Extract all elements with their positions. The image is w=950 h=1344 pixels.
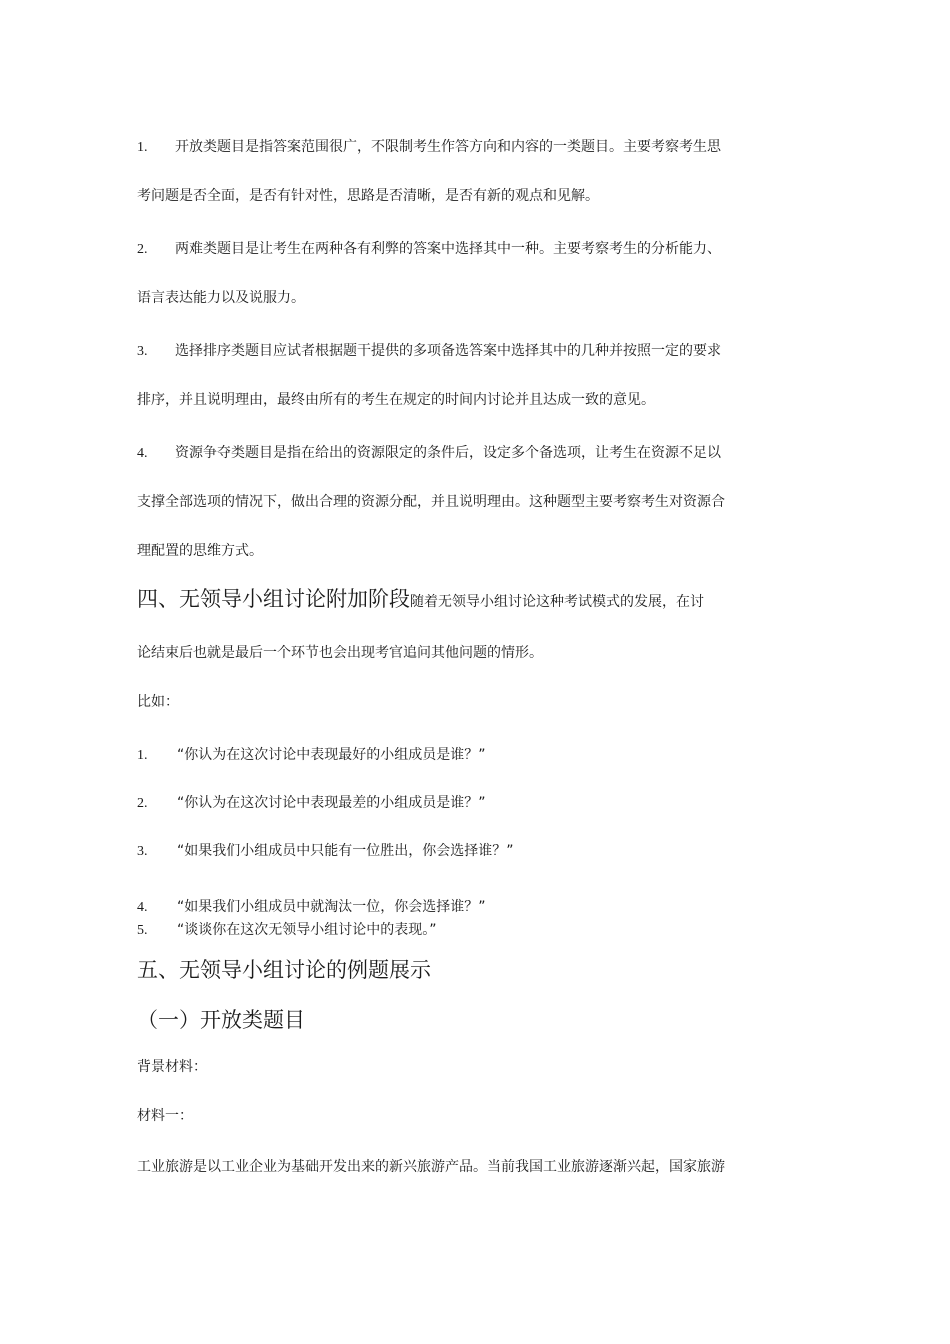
list-item-number: 1.	[137, 140, 148, 155]
question-number: 5.	[137, 923, 148, 938]
list-item-4-line-3: 理配置的思维方式。	[137, 543, 263, 559]
question-1	[137, 745, 486, 766]
example-label: 比如：	[137, 694, 179, 710]
background-label: 背景材料：	[137, 1059, 207, 1075]
list-item-2-line-1	[137, 239, 721, 260]
section-5-heading: 五、无领导小组讨论的例题展示	[137, 958, 431, 982]
question-text: “你认为在这次讨论中表现最差的小组成员是谁？”	[177, 795, 486, 811]
list-item-text: 资源争夺类题目是指在给出的资源限定的条件后，设定多个备选项，让考生在资源不足以	[175, 445, 721, 461]
list-item-3-line-2: 排序，并且说明理由，最终由所有的考生在规定的时间内讨论并且达成一致的意见。	[137, 392, 655, 408]
list-item-text: 开放类题目是指答案范围很广，不限制考生作答方向和内容的一类题目。主要考察考生思	[175, 139, 721, 155]
question-4	[137, 897, 486, 918]
list-item-1-line-1	[137, 137, 721, 158]
list-item-2-line-2: 语言表达能力以及说服力。	[137, 290, 305, 306]
question-2	[137, 793, 486, 814]
question-number: 1.	[137, 748, 148, 763]
list-item-number: 4.	[137, 446, 148, 461]
material-1-label: 材料一：	[137, 1108, 193, 1124]
question-text: “如果我们小组成员中就淘汰一位，你会选择谁？”	[177, 899, 486, 915]
section-4-heading	[137, 584, 704, 617]
material-1-text: 工业旅游是以工业企业为基础开发出来的新兴旅游产品。当前我国工业旅游逐渐兴起，国家旅游	[137, 1159, 725, 1175]
section-4-line-2: 论结束后也就是最后一个环节也会出现考官追问其他问题的情形。	[137, 645, 543, 661]
section-5-subheading: （一）开放类题目	[137, 1008, 305, 1032]
list-item-1-line-2: 考问题是否全面，是否有针对性，思路是否清晰，是否有新的观点和见解。	[137, 188, 599, 204]
question-text: “如果我们小组成员中只能有一位胜出，你会选择谁？”	[177, 843, 514, 859]
question-number: 4.	[137, 900, 148, 915]
question-text: “谈谈你在这次无领导小组讨论中的表现。”	[177, 922, 437, 938]
question-text: “你认为在这次讨论中表现最好的小组成员是谁？”	[177, 747, 486, 763]
list-item-text: 选择排序类题目应试者根据题干提供的多项备选答案中选择其中的几种并按照一定的要求	[175, 343, 721, 359]
question-3	[137, 841, 514, 862]
list-item-number: 2.	[137, 242, 148, 257]
question-number: 2.	[137, 796, 148, 811]
section-4-title: 四、无领导小组讨论附加阶段	[137, 587, 410, 611]
list-item-4-line-1	[137, 443, 721, 464]
section-4-intro: 随着无领导小组讨论这种考试模式的发展，在讨	[410, 594, 704, 610]
list-item-number: 3.	[137, 344, 148, 359]
list-item-4-line-2: 支撑全部选项的情况下，做出合理的资源分配，并且说明理由。这种题型主要考察考生对资源合	[137, 494, 725, 510]
list-item-3-line-1	[137, 341, 721, 362]
list-item-text: 两难类题目是让考生在两种各有利弊的答案中选择其中一种。主要考察考生的分析能力、	[175, 241, 721, 257]
question-number: 3.	[137, 844, 148, 859]
question-5	[137, 920, 437, 941]
